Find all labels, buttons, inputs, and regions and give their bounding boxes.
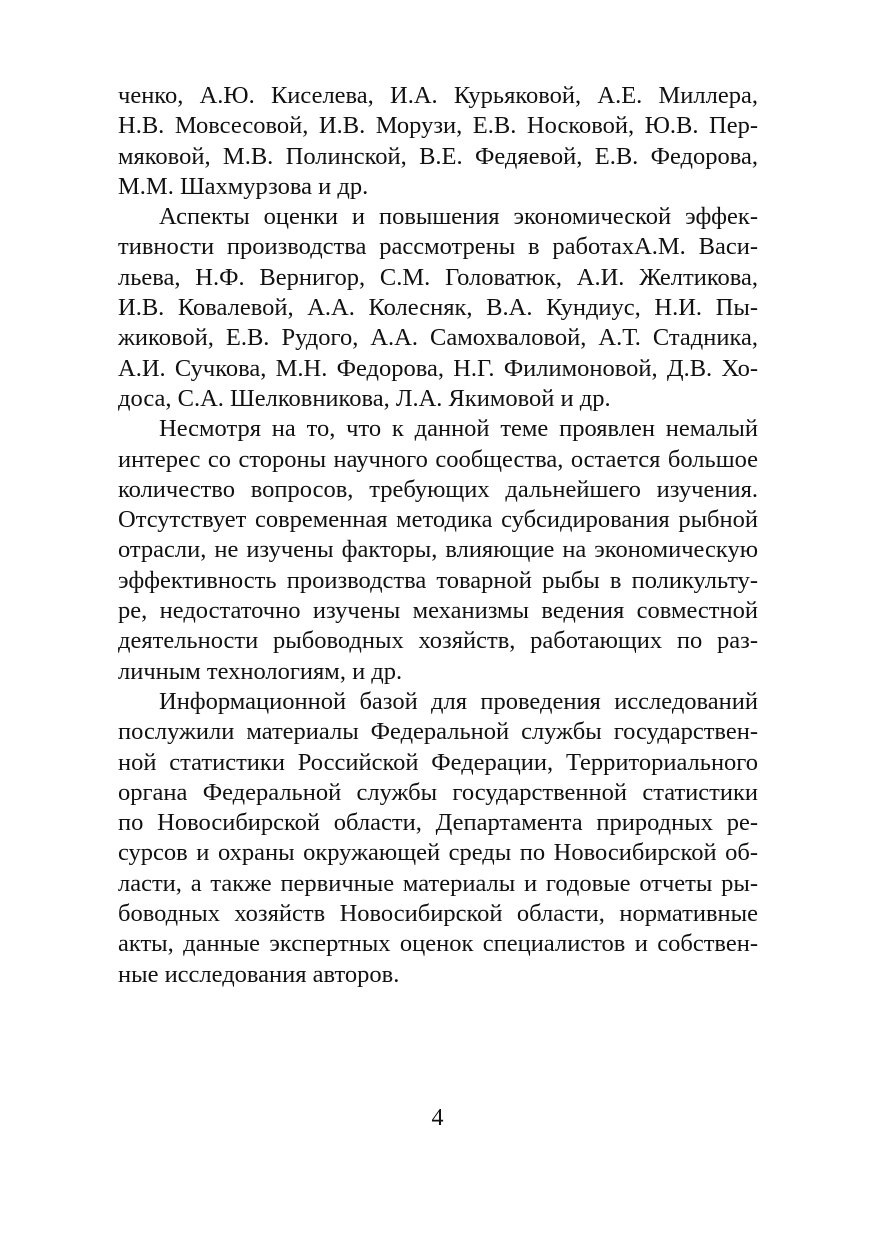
text-line: акты, данные экспертных оценок специалистов и собствен- (118, 930, 758, 958)
text-line: Н.В. Мовсесовой, И.В. Морузи, Е.В. Носковой, Ю.В. Пер- (118, 112, 758, 140)
text-line: деятельности рыбоводных хозяйств, работающих по раз- (118, 627, 758, 655)
text-line: льева, Н.Ф. Вернигор, С.М. Головатюк, А.И. Желтикова, (118, 263, 758, 291)
paragraph-2 (118, 202, 758, 414)
text-line: жиковой, Е.В. Рудого, А.А. Самохваловой, А.Т. Стадника, (118, 324, 758, 352)
text-line: мяковой, М.В. Полинской, В.Е. Федяевой, Е.В. Федорова, (118, 142, 758, 170)
text-line: А.И. Сучкова, М.Н. Федорова, Н.Г. Филимоновой, Д.В. Хо- (118, 354, 758, 382)
text-line: интерес со стороны научного сообщества, остается большое (118, 445, 758, 473)
text-line: И.В. Ковалевой, А.А. Колесняк, В.А. Кундиус, Н.И. Пы- (118, 294, 758, 322)
text-line: ре, недостаточно изучены механизмы ведения совместной (118, 597, 758, 625)
text-line: ченко, А.Ю. Киселева, И.А. Курьяковой, А.Е. Миллера, (118, 82, 758, 109)
text-line: личным технологиям, и др. (118, 657, 403, 685)
text-line: ласти, а также первичные материалы и годовые отчеты ры- (118, 869, 758, 897)
text-line: сурсов и охраны окружающей среды по Новосибирской об- (118, 839, 758, 867)
text-line: органа Федеральной службы государственной статистики (118, 778, 758, 806)
text-line: М.М. Шахмурзова и др. (118, 172, 369, 200)
paragraph-1 (118, 81, 758, 202)
text-line: боводных хозяйств Новосибирской области, нормативные (118, 900, 758, 928)
text-line: Аспекты оценки и повышения экономической эффек- (159, 203, 758, 231)
body-text (118, 81, 758, 990)
text-line: доса, С.А. Шелковникова, Л.А. Якимовой и др. (118, 384, 611, 412)
text-line: Несмотря на то, что к данной теме проявлен немалый (159, 415, 758, 443)
text-line: послужили материалы Федеральной службы государствен- (118, 718, 758, 746)
text-line: по Новосибирской области, Департамента природных ре- (118, 809, 758, 837)
page-number: 4 (431, 1105, 444, 1131)
text-line: эффективность производства товарной рыбы в поликульту- (118, 566, 758, 594)
text-line: количество вопросов, требующих дальнейшего изучения. (118, 475, 758, 503)
text-line: тивности производства рассмотрены в работахА.М. Васи- (118, 233, 758, 261)
text-line: ной статистики Российской Федерации, Территориального (118, 748, 758, 776)
paragraph-4 (118, 687, 758, 990)
text-line: отрасли, не изучены факторы, влияющие на экономическую (118, 536, 758, 564)
text-line: Информационной базой для проведения исследований (159, 687, 758, 715)
text-line: Отсутствует современная методика субсидирования рыбной (118, 506, 758, 534)
paragraph-3 (118, 414, 758, 687)
text-line: ные исследования авторов. (118, 960, 400, 988)
